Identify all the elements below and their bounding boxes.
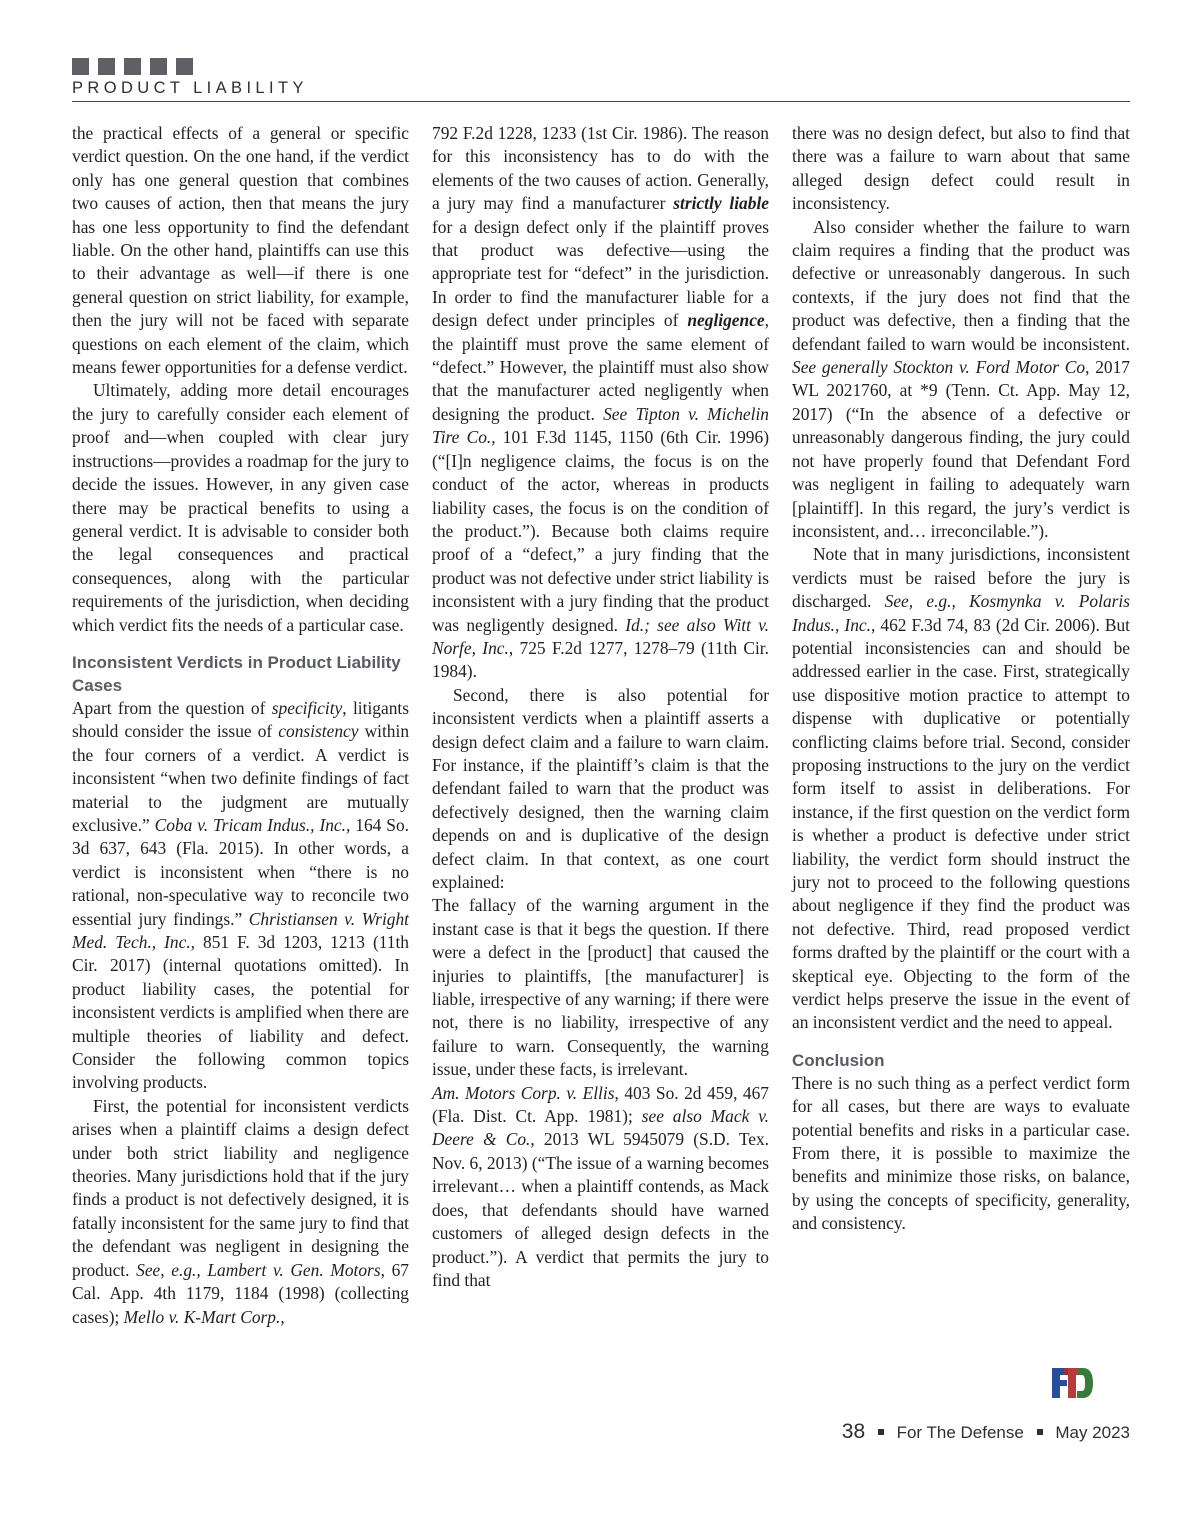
paragraph: Second, there is also potential for inconsistent verdicts when a plaintiff asserts a design defect claim and a failure to warn claim. For instance, if the plaintiff’s claim is that the defendant failed to warn that the product was defectively designed, then the warning claim depends on and is duplicative of the design defect claim. In that context, as one court explained: (432, 684, 769, 892)
paragraph: the practical effects of a general or specific verdict question. On the one hand, if the verdict only has one general question that combines two causes of action, then that means the jury has one less opportunity to find the defendant liable. On the other hand, plaintiffs can use this to their advantage as well—if there is one general question on strict liability, for example, then the jury will not be faced with separate questions on each element of the claim, which means fewer opportunities for a defense verdict. (72, 123, 409, 378)
header-square (98, 58, 115, 75)
paragraph: Ultimately, adding more detail encourages the jury to carefully consider each element of proof and—when coupled with clear jury instructions—provides a roadmap for the jury to decide the issues. However, in any given case there may be practical benefits to using a general verdict. It is advisable to consider both the legal consequences and practical consequences, along with the particular requirements of the jurisdiction, when deciding which verdict fits the needs of a particular case. (72, 380, 409, 635)
header-rule (72, 101, 1130, 102)
issue-date: May 2023 (1055, 1423, 1130, 1442)
paragraph: Apart from the question of specificity, litigants should consider the issue of consistency within the four corners of a verdict. A verdict is inconsistent “when two definite findings of fact material to the judgment are mutually exclusive.” Coba v. Tricam Indus., Inc., 164 So. 3d 637, 643 (Fla. 2015). In other words, a verdict is inconsistent when “there is no rational, non-speculative way to reconcile two essential jury findings.” Christiansen v. Wright Med. Tech., Inc., 851 F. 3d 1203, 1213 (11th Cir. 2017) (internal quotations omitted). In product liability cases, the potential for inconsistent verdicts is amplified when there are multiple theories of liability and defect. Consider the following common topics involving products. (72, 697, 410, 1093)
header-square (124, 58, 141, 75)
footer-separator (878, 1429, 884, 1435)
ftd-logo-icon (1050, 1366, 1094, 1400)
paragraph: First, the potential for inconsistent verdicts arises when a plaintiff claims a design defect under both strict liability and negligence theories. Many jurisdictions hold that if the jury finds a product is not defectively designed, it is fatally inconsistent for the same jury to find that the defendant was negligent in designing the product. See, e.g., Lambert v. Gen. Motors, 67 Cal. App. 4th 1179, 1184 (1998) (collecting cases); Mello v. K-Mart Corp., (72, 1095, 409, 1327)
column-2 (432, 122, 769, 1292)
section-title: PRODUCT LIABILITY (72, 79, 308, 97)
section-heading: Inconsistent Verdicts in Product Liability Cases (72, 652, 401, 695)
header-squares (72, 58, 193, 75)
header-square (176, 58, 193, 75)
page-footer (842, 1420, 1130, 1444)
header-square (150, 58, 167, 75)
header-square (72, 58, 89, 75)
paragraph: there was no design defect, but also to find that there was a failure to warn about that same alleged design defect could result in inconsistency. (792, 123, 1130, 214)
paragraph: Note that in many jurisdictions, inconsistent verdicts must be raised before the jury is discharged. See, e.g., Kosmynka v. Polaris Indus., Inc., 462 F.3d 74, 83 (2d Cir. 2006). But potential inconsistencies can and should be addressed earlier in the case. First, strategically use dispositive motion practice to attempt to dispense with duplicative or potentially conflicting claims before trial. Second, consider proposing instructions to the jury on the verdict form itself to assist in deliberations. For instance, if the first question on the verdict form is whether a product is defective under strict liability, the verdict form should instruct the jury not to proceed to the following questions about negligence if they find the product was not defective. Third, read proposed verdict forms drafted by the plaintiff or the court with a skeptical eye. Objecting to the form of the verdict helps preserve the issue in the event of an inconsistent verdict and the need to appeal. (792, 544, 1131, 1033)
paragraph: Am. Motors Corp. v. Ellis, 403 So. 2d 459, 467 (Fla. Dist. Ct. App. 1981); see also Mack v. Deere & Co., 2013 WL 5945079 (S.D. Tex. Nov. 6, 2013) (“The issue of a warning becomes irrelevant… when a plaintiff contends, as Mack does, that defendants should have warned customers of alleged design defects in the product.”). A verdict that permits the jury to find that (432, 1082, 769, 1290)
block-quote: The fallacy of the warning argument in the instant case is that it begs the question. If there were a defect in the [product] that caused the injuries to plaintiffs, [the manufacturer] is liable, irrespective of any warning; if there were not, there is no liability, irrespective of any failure to warn. Consequently, the warning issue, under these facts, is irrelevant. (432, 895, 769, 1080)
column-3 (792, 122, 1130, 1236)
paragraph: 792 F.2d 1228, 1233 (1st Cir. 1986). The reason for this inconsistency has to do with the elements of the two causes of action. Generally, a jury may find a manufacturer strictly liable for a design defect only if the plaintiff proves that product was defective—using the appropriate test for “defect” in the jurisdiction. In order to find the manufacturer liable for a design defect under principles of negligence, the plaintiff must prove the same element of “defect.” However, the plaintiff must also show that the manufacturer acted negligently when designing the product. See Tipton v. Michelin Tire Co., 101 F.3d 1145, 1150 (6th Cir. 1996) (“[I]n negligence claims, the focus is on the conduct of the actor, whereas in products liability cases, the focus is on the condition of the product.”). Because both claims require proof of a “defect,” a jury finding that the product was not defective under strict liability is inconsistent with a jury finding that the product was negligently designed. Id.; see also Witt v. Norfe, Inc., 725 F.2d 1277, 1278–79 (11th Cir. 1984). (432, 123, 769, 682)
paragraph: Also consider whether the failure to warn claim requires a finding that the product was defective or unreasonably dangerous. In such contexts, if the jury does not find that the product was defective, then a finding that the defendant failed to warn would be inconsistent. See generally Stockton v. Ford Motor Co, 2017 WL 2021760, at *9 (Tenn. Ct. App. May 12, 2017) (“In the absence of a defective or unreasonably dangerous finding, the jury could not have properly found that Defendant Ford was negligent in failing to adequately warn [plaintiff]. In this regard, the jury’s verdict is inconsistent, and… irreconcilable.”). (792, 216, 1130, 541)
footer-separator (1037, 1429, 1043, 1435)
column-1 (72, 122, 409, 1329)
publication-name: For The Defense (896, 1423, 1024, 1442)
section-heading: Conclusion (792, 1050, 885, 1070)
page-number: 38 (841, 1420, 866, 1443)
paragraph: There is no such thing as a perfect verdict form for all cases, but there are ways to evaluate potential benefits and risks in a particular case. From there, it is possible to maximize the benefits and minimize those risks, on balance, by using the concepts of specificity, generality, and consistency. (792, 1072, 1130, 1234)
